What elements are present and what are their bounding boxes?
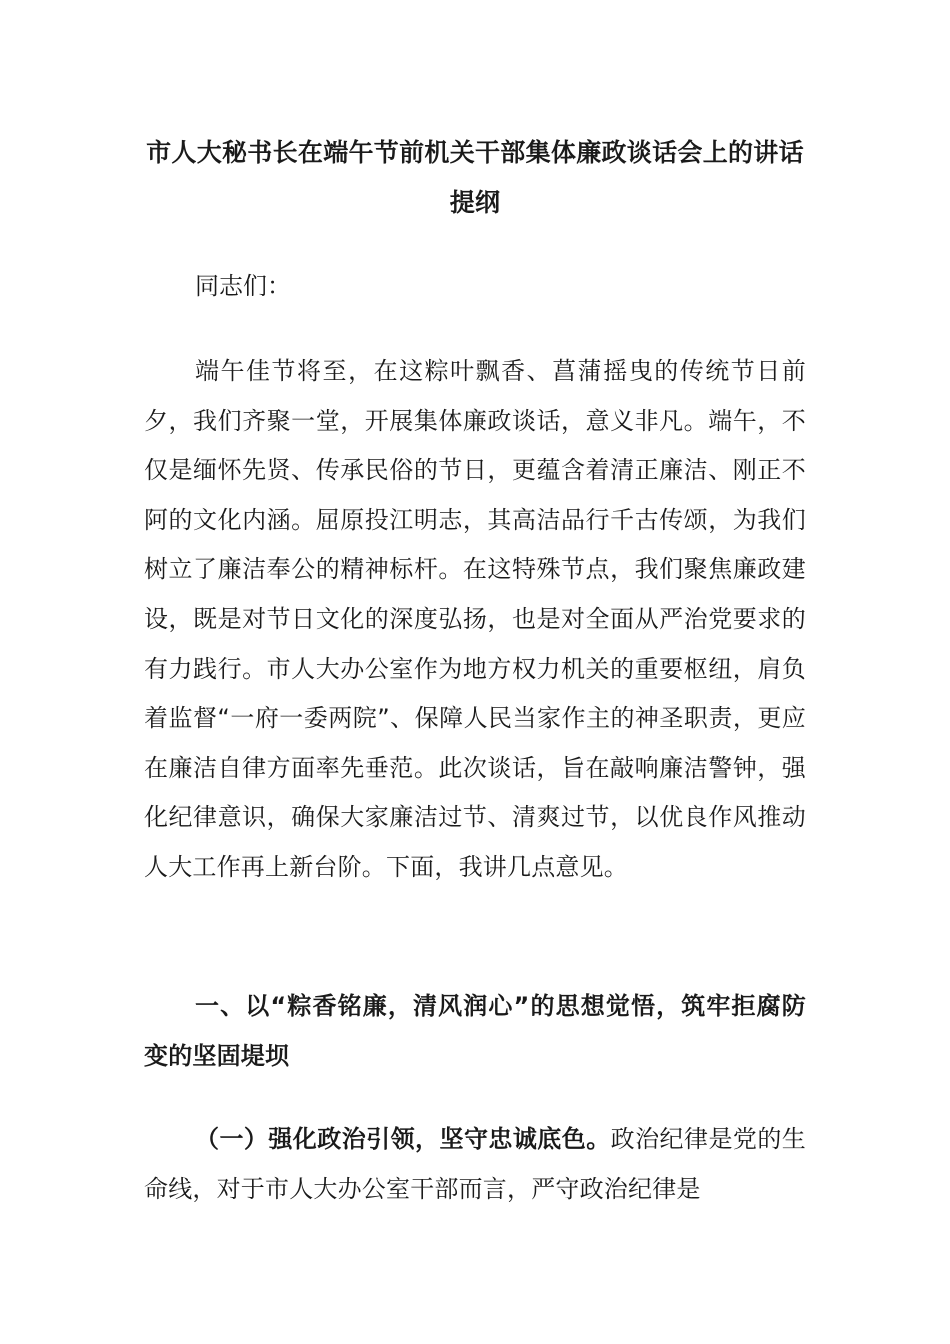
salutation: 同志们： [195, 272, 291, 300]
subsection-body: 政治纪律是党的生命线，对于市人大办公室干部而言，严守政治纪律是 [144, 1125, 806, 1203]
intro-paragraph: 端午佳节将至，在这粽叶飘香、菖蒲摇曳的传统节日前夕，我们齐聚一堂，开展集体廉政谈话，意义非凡。端午，不仅是缅怀先贤、传承民俗的节日，更蕴含着清正廉洁、刚正不阿的文化内涵。屈原投江明志，其高洁品行千古传颂，为我们树立了廉洁奉公的精神标杆。在这特殊节点，我们聚焦廉政建设，既是对节日文化的深度弘扬，也是对全面从严治党要求的有力践行。市人大办公室作为地方权力机关的重要枢纽，肩负着监督“一府一委两院”、保障人民当家作主的神圣职责，更应在廉洁自律方面率先垂范。此次谈话，旨在敲响廉洁警钟，强化纪律意识，确保大家廉洁过节、清爽过节，以优良作风推动人大工作再上新台阶。下面，我讲几点意见。 [144, 357, 806, 881]
subsection-lead: （一）强化政治引领，坚守忠诚底色。 [195, 1125, 611, 1153]
section-heading-1: 一、以“粽香铭廉，清风润心”的思想觉悟，筑牢拒腐防变的坚固堤坝 [144, 992, 806, 1070]
document-title: 市人大秘书长在端午节前机关干部集体廉政谈话会上的讲话提纲 [146, 138, 804, 217]
subsection-paragraph-1 [144, 1115, 806, 1214]
